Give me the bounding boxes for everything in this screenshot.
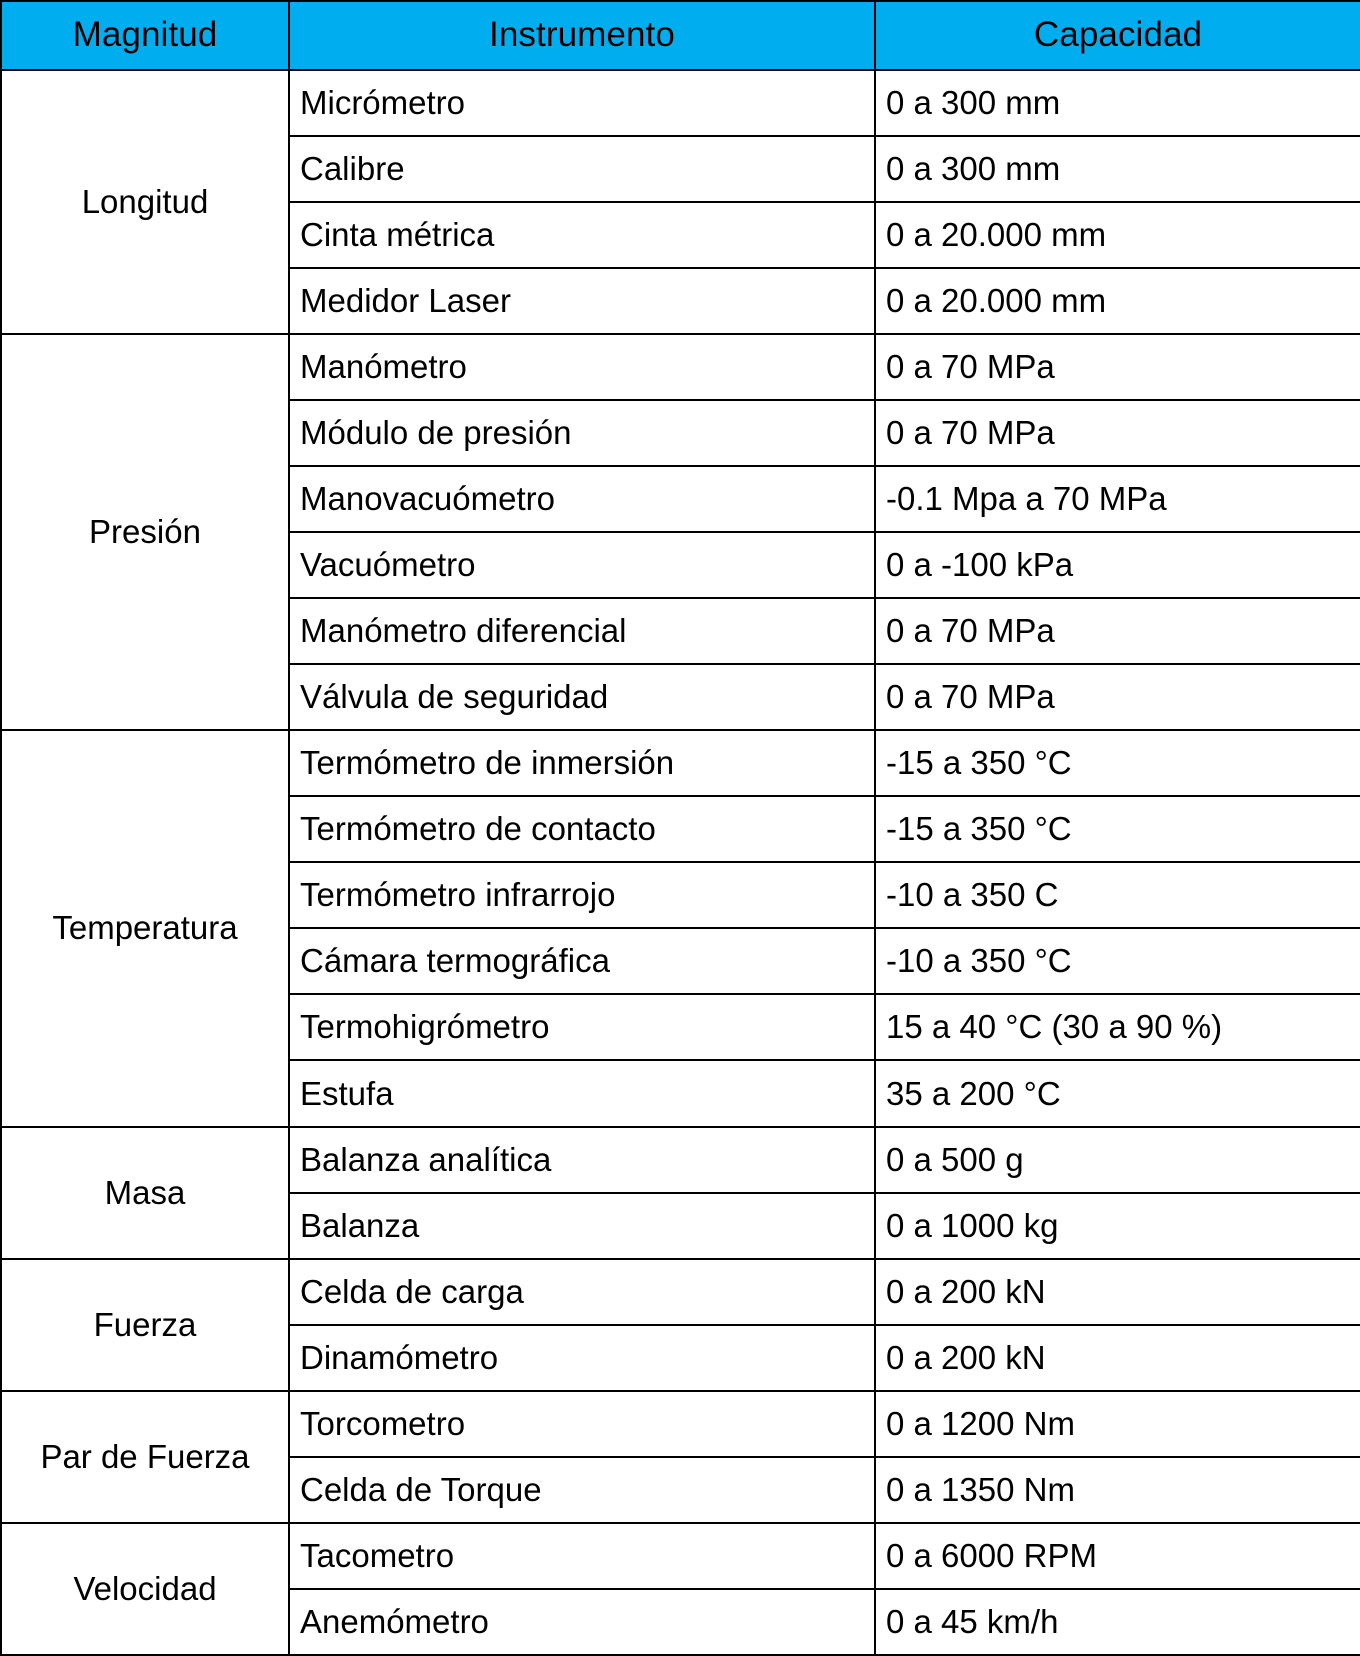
capacidad-cell: -10 a 350 C [875, 862, 1360, 928]
instrumento-cell: Micrómetro [289, 70, 875, 136]
capacidad-cell: 0 a 70 MPa [875, 334, 1360, 400]
capacidad-cell: 0 a 500 g [875, 1127, 1360, 1193]
magnitud-cell: Temperatura [1, 730, 289, 1126]
table-header [1, 1, 1360, 70]
magnitud-cell: Masa [1, 1127, 289, 1259]
capacidad-cell: 0 a 1350 Nm [875, 1457, 1360, 1523]
column-header-instrumento: Instrumento [289, 1, 875, 70]
instrumento-cell: Medidor Laser [289, 268, 875, 334]
magnitud-cell: Velocidad [1, 1523, 289, 1655]
capacidad-cell: -10 a 350 °C [875, 928, 1360, 994]
table-row [1, 1523, 1360, 1589]
capacidad-cell: 0 a 300 mm [875, 70, 1360, 136]
instrumento-cell: Cámara termográfica [289, 928, 875, 994]
capacidad-cell: -0.1 Mpa a 70 MPa [875, 466, 1360, 532]
capacidad-cell: 0 a 20.000 mm [875, 202, 1360, 268]
instrumento-cell: Balanza [289, 1193, 875, 1259]
capacidad-cell: 0 a 1000 kg [875, 1193, 1360, 1259]
column-header-magnitud: Magnitud [1, 1, 289, 70]
capacidad-cell: 0 a 45 km/h [875, 1589, 1360, 1655]
magnitud-cell: Par de Fuerza [1, 1391, 289, 1523]
capacidad-cell: 0 a 6000 RPM [875, 1523, 1360, 1589]
instrumento-cell: Termómetro de inmersión [289, 730, 875, 796]
instrumento-cell: Calibre [289, 136, 875, 202]
magnitud-cell: Fuerza [1, 1259, 289, 1391]
instrumento-cell: Termómetro de contacto [289, 796, 875, 862]
table-body [1, 70, 1360, 1655]
capacidad-cell: 0 a 70 MPa [875, 400, 1360, 466]
instrumento-cell: Manómetro diferencial [289, 598, 875, 664]
table-row [1, 1259, 1360, 1325]
instrumento-cell: Torcometro [289, 1391, 875, 1457]
instrumento-cell: Vacuómetro [289, 532, 875, 598]
instrumento-cell: Cinta métrica [289, 202, 875, 268]
instrumento-cell: Dinamómetro [289, 1325, 875, 1391]
table-row [1, 1127, 1360, 1193]
capacidad-cell: 35 a 200 °C [875, 1060, 1360, 1126]
instrumento-cell: Módulo de presión [289, 400, 875, 466]
capacidad-cell: 0 a 300 mm [875, 136, 1360, 202]
instrumento-cell: Tacometro [289, 1523, 875, 1589]
instrumento-cell: Estufa [289, 1060, 875, 1126]
capacidad-cell: 0 a 1200 Nm [875, 1391, 1360, 1457]
header-row [1, 1, 1360, 70]
capacidad-cell: 0 a 70 MPa [875, 664, 1360, 730]
instrumento-cell: Celda de carga [289, 1259, 875, 1325]
capacidad-cell: 0 a -100 kPa [875, 532, 1360, 598]
capacidad-cell: 0 a 20.000 mm [875, 268, 1360, 334]
instrumento-cell: Celda de Torque [289, 1457, 875, 1523]
instrumento-cell: Anemómetro [289, 1589, 875, 1655]
instrumento-cell: Manovacuómetro [289, 466, 875, 532]
magnitud-cell: Presión [1, 334, 289, 730]
instrumento-cell: Válvula de seguridad [289, 664, 875, 730]
capacidad-cell: 0 a 200 kN [875, 1325, 1360, 1391]
table-row [1, 1391, 1360, 1457]
capacidad-cell: 0 a 200 kN [875, 1259, 1360, 1325]
table-row [1, 334, 1360, 400]
capacidad-cell: 0 a 70 MPa [875, 598, 1360, 664]
table-row [1, 70, 1360, 136]
instrumento-cell: Termómetro infrarrojo [289, 862, 875, 928]
column-header-capacidad: Capacidad [875, 1, 1360, 70]
capacidad-cell: 15 a 40 °C (30 a 90 %) [875, 994, 1360, 1060]
capacidad-cell: -15 a 350 °C [875, 796, 1360, 862]
instrumento-cell: Manómetro [289, 334, 875, 400]
instrumento-cell: Balanza analítica [289, 1127, 875, 1193]
table-row [1, 730, 1360, 796]
capacidad-cell: -15 a 350 °C [875, 730, 1360, 796]
instrumento-cell: Termohigrómetro [289, 994, 875, 1060]
magnitud-cell: Longitud [1, 70, 289, 334]
